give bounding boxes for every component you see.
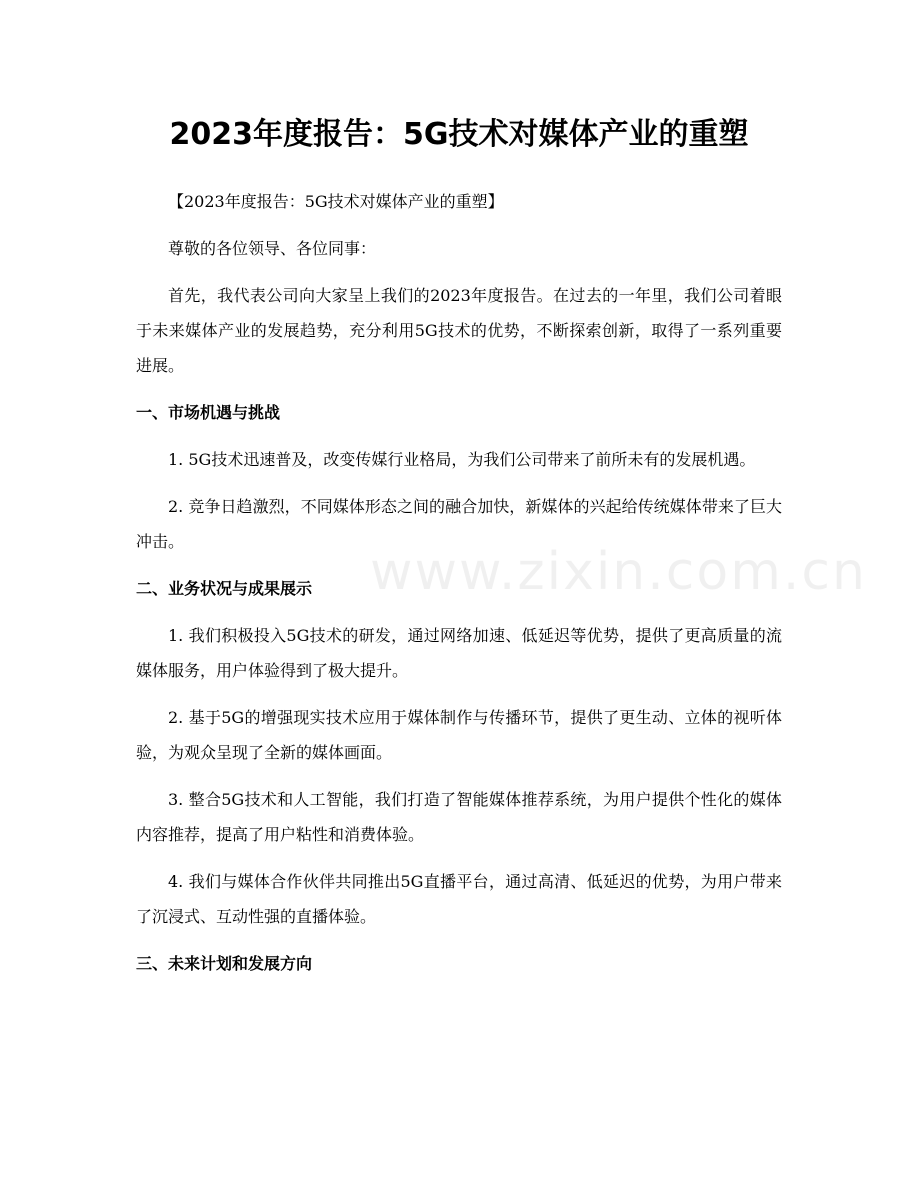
section-heading: 三、未来计划和发展方向 — [136, 954, 313, 973]
section-item: 1. 5G技术迅速普及，改变传媒行业格局，为我们公司带来了前所未有的发展机遇。 — [168, 450, 756, 469]
subtitle-paragraph: 【2023年度报告：5G技术对媒体产业的重塑】 — [168, 192, 504, 211]
document-title: 2023年度报告：5G技术对媒体产业的重塑 — [169, 117, 749, 152]
greeting-paragraph: 尊敬的各位领导、各位同事： — [168, 239, 377, 258]
section-item: 2. 基于5G的增强现实技术应用于媒体制作与传播环节，提供了更生动、立体的视听体验，为观众呈现了全新的媒体画面。 — [136, 708, 782, 762]
section-heading: 一、市场机遇与挑战 — [136, 403, 281, 422]
watermark-text: www.zixin.com.cn — [370, 542, 867, 602]
section-heading: 二、业务状况与成果展示 — [136, 579, 313, 598]
section-item: 2. 竞争日趋激烈，不同媒体形态之间的融合加快，新媒体的兴起给传统媒体带来了巨大冲击。 — [136, 497, 782, 551]
section-item: 3. 整合5G技术和人工智能，我们打造了智能媒体推荐系统，为用户提供个性化的媒体内容推荐，提高了用户粘性和消费体验。 — [136, 790, 782, 844]
intro-paragraph: 首先，我代表公司向大家呈上我们的2023年度报告。在过去的一年里，我们公司着眼于未来媒体产业的发展趋势，充分利用5G技术的优势，不断探索创新，取得了一系列重要进展。 — [136, 286, 782, 375]
section-item: 1. 我们积极投入5G技术的研发，通过网络加速、低延迟等优势，提供了更高质量的流媒体服务，用户体验得到了极大提升。 — [136, 626, 782, 680]
section-item: 4. 我们与媒体合作伙伴共同推出5G直播平台，通过高清、低延迟的优势，为用户带来了沉浸式、互动性强的直播体验。 — [136, 872, 782, 926]
